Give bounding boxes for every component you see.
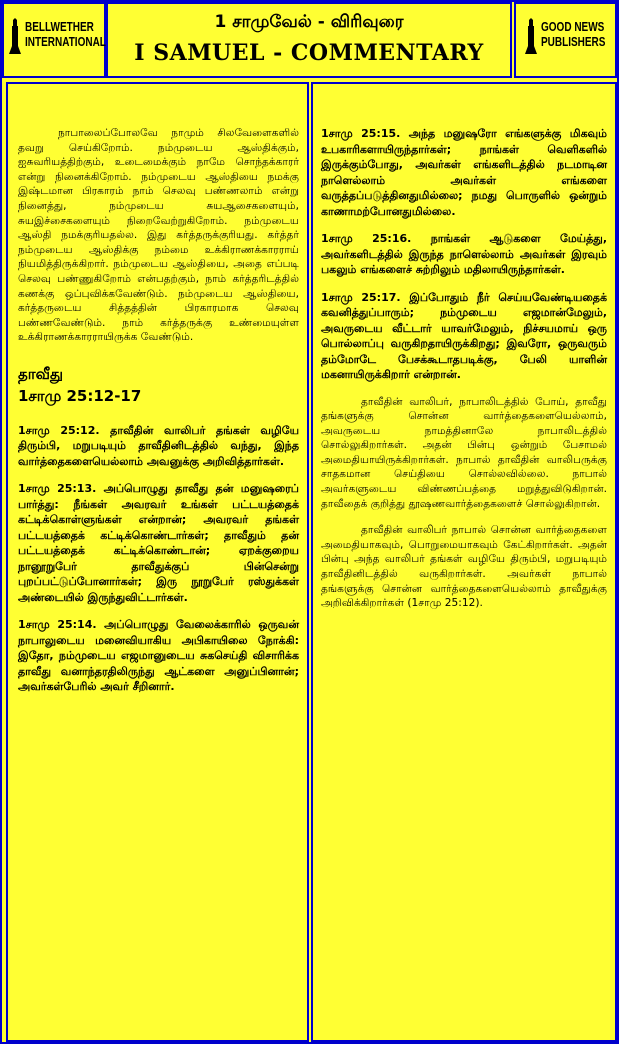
verse-25-14: 1சாமு 25:14. அப்பொழுது வேலைக்காரில் ஒருவன் நாபாலுடைய மனைவியாகிய அபிகாயிலை நோக்கி: இதோ, நம்முடைய எஜமானுடைய சுகசெய்தி விசாரிக்க தாவீது வனாந்தரதிலிருந்து ஆட்களை அனுப்பினான்; அவர்கள்பேரில் அவர் சீறினார். [18, 618, 299, 694]
right-logo-line2: PUBLISHERS [541, 36, 606, 50]
right-logo-line1: GOOD NEWS [541, 21, 605, 35]
intro-paragraph: நாபாலைப்போலவே நாமும் சிலவேளைகளில் தவறு செய்கிறோம். நம்முடைய ஆஸ்திக்கும், ஐசுவரியத்திற்கும், உடைமைக்கும் நாமே சொந்தக்காரர் என்று நினைக்கிறோம். நம்முடைய ஆஸ்தியை நமக்கு இஷ்டமான பிரகாரம் நாம் செலவு பண்ணலாம் என்று நினைத்து, நம்முடைய சுயஆசைகளையும், சுயஇச்சைகளையும் நிறைவேற்றுகிறோம். நம்முடைய ஆஸ்தி நமக்குரியதல்ல. இது கர்த்தருக்குரியது. கர்த்தர் நம்முடைய ஆஸ்திக்கு நம்மை உக்கிராணக்காரராய் நியமித்திருக்கிறார். நம்முடைய ஆஸ்தியை, அதை எப்படி செலவு பண்ணுகிறோம் என்பதற்கும், நாம் கர்த்தரிடத்தில் கணக்கு ஒப்புவிக்கவேண்டும். நம்முடைய ஆஸ்தியை, கர்த்தருடைய சித்தத்தின் பிரகாரமாக செலவு பண்ணவேண்டும். நாம் கர்த்தருக்கு உண்மையுள்ள உக்கிராணக்காரராயிருக்க வேண்டும். [18, 127, 299, 344]
tower-icon [524, 18, 538, 54]
tower-icon [8, 18, 22, 54]
verse-25-15: 1சாமு 25:15. அந்த மனுஷரோ எங்களுக்கு மிகவும் உபகாரிகளாயிருந்தார்கள்; நாங்கள் வெளிகளில் இருக்கும்போது, அவர்கள் எங்களிடத்தில் நடமாடின நாளெல்லாம் அவர்கள் எங்களை வருத்தப்படுத்தினதுமில்லை; நமது பொருளில் ஒன்றும் காணாமற்போனதுமில்லை. [321, 127, 607, 218]
right-column [311, 82, 617, 1042]
section-title-line2: 1சாமு 25:12-17 [18, 386, 142, 405]
verse-25-17: 1சாமு 25:17. இப்போதும் நீர் செய்யவேண்டியதைக் கவனித்துப்பாரும்; நம்முடைய எஜமான்மேலும், அவருடைய வீட்டார் யாவர்மேலும், நிச்சயமாய் ஒரு பொல்லாப்பு வருகிறதாயிருக்கிறது; இவரோ, ஒருவரும் தம்மோடே பேசக்கூடாதபடிக்கு, பேலி யாளின் மகனாயிருக்கிறார் என்றான். [321, 290, 607, 381]
commentary-paragraph-2: தாவீதின் வாலிபர் நாபால் சொன்ன வார்த்தைகளை அமைதியாகவும், பொறுமையாகவும் கேட்கிறார்கள். அதன் பின்பு அந்த வாலிபர் தங்கள் வழியே திரும்பி, மறுபடியும் தாவீதினிடத்தில் வருகிறார்கள். அவர்கள் நாபால் தங்களுக்கு சொன்ன வார்த்தைகளையெல்லாம் தாவீதுக்கு அறிவிக்கிறார்கள் (1சாமு 25:12). [321, 524, 607, 610]
header [2, 2, 617, 78]
bellwether-logo [2, 2, 106, 78]
title-tamil: 1 சாமுவேல் - விரிவுரை [214, 12, 404, 32]
title-box [106, 2, 512, 78]
verse-25-12: 1சாமு 25:12. தாவீதின் வாலிபர் தங்கள் வழியே திரும்பி, மறுபடியும் தாவீதினிடத்தில் வந்து, இந்த வார்த்தைகளையெல்லாம் அவனுக்கு அறிவித்தார்கள். [18, 423, 299, 468]
left-logo-line2: INTERNATIONAL [25, 36, 106, 50]
left-logo-line1: BELLWETHER [25, 21, 94, 35]
verse-25-16: 1சாமு 25:16. நாங்கள் ஆடுகளை மேய்த்து, அவர்களிடத்தில் இருந்த நாளெல்லாம் அவர்கள் இரவும் பகலும் எங்களைச் சுற்றிலும் மதிலாயிருந்தார்கள். [321, 232, 607, 276]
section-title-line1: தாவீது [18, 364, 63, 383]
section-title [18, 363, 299, 407]
good-news-logo [514, 2, 617, 78]
title-english: I SAMUEL - COMMENTARY [134, 40, 484, 66]
left-column [6, 82, 309, 1042]
verse-25-13: 1சாமு 25:13. அப்பொழுது தாவீது தன் மனுஷரைப் பார்த்து: நீங்கள் அவரவர் உங்கள் பட்டயத்தைக் கட்டிக்கொள்ளுங்கள் என்றான்; அவரவர் தங்கள் பட்டயத்தைக் கட்டிக்கொண்டார்கள்; தாவீதும் தன் பட்டயத்தைக் கட்டிக்கொண்டான்; ஏறக்குறைய நானூறுபேர் தாவீதுக்குப் பின்சென்று புறப்பட்டுப்போனார்கள்; இரு நூறுபேர் ரஸ்துக்கள் அண்டையில் இருந்துவிட்டார்கள். [18, 482, 299, 604]
commentary-paragraph-1: தாவீதின் வாலிபர், நாபாலிடத்தில் போய், தாவீது தங்களுக்கு சொன்ன வார்த்தைகளையெல்லாம், அவருடைய நாமத்தினாலே நாபாலிடத்தில் சொல்லுகிறார்கள். அதன் பின்பு ஒன்றும் பேசாமல் அமைதியாயிருக்கிறார்கள். நாபால் தாவீதின் வாலிபருக்கு சாதகமான செய்தியை சொல்லவில்லை. நாபால் அவர்களுடைய விண்ணப்பத்தை மறுத்துவிடுகிறான். தாவீதைக் குறித்து தூஷணவார்த்தைகளைச் சொல்லுகிறான். [321, 395, 607, 510]
